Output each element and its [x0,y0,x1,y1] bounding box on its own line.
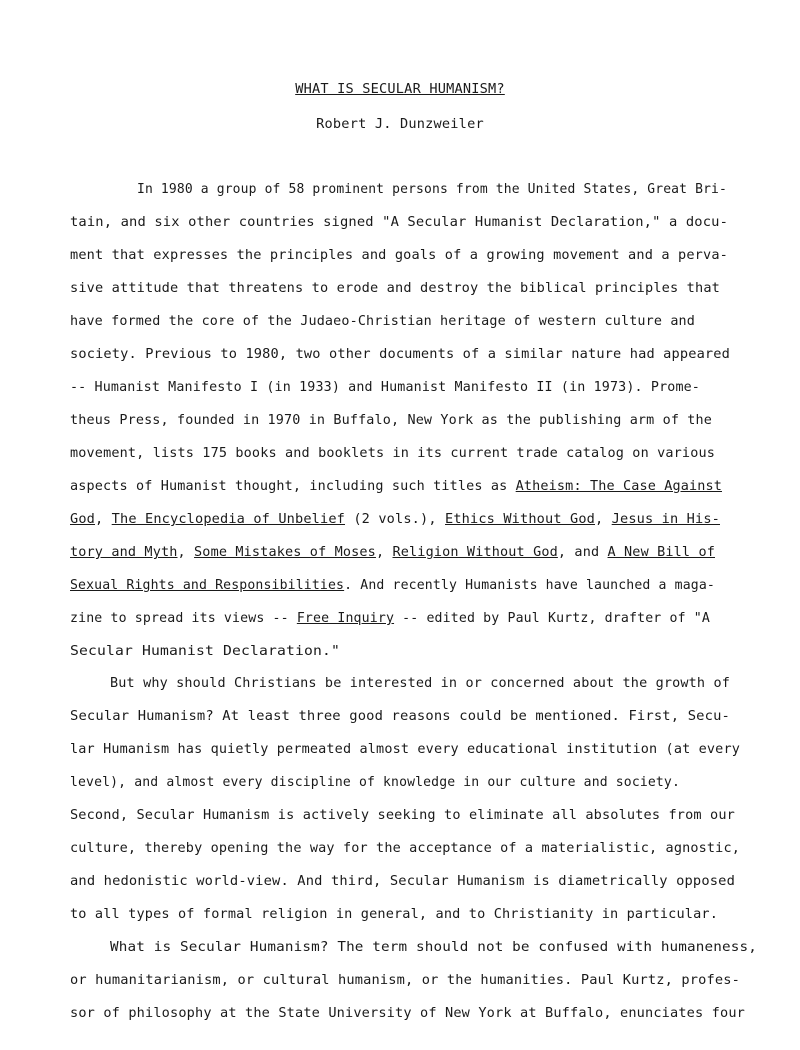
text-run: Secular Humanist Declaration." [70,643,340,659]
text-line [70,315,695,329]
text-run: -- edited by Paul Kurtz, drafter of "A [394,610,710,626]
underlined-title: tory and Myth [70,544,178,560]
text-line [70,348,730,362]
text-run: tain, and six other countries signed "A Secular Humanist Declaration," a docu- [70,214,728,230]
text-line [70,447,715,461]
text-line [70,216,728,230]
text-run: In 1980 a group of 58 prominent persons from the United States, Great Bri- [137,181,727,197]
text-run: , [95,511,112,527]
author-name: Robert J. Dunzweiler [316,116,484,132]
text-run: culture, thereby opening the way for the acceptance of a materialistic, agnostic, [70,840,740,856]
underlined-title: The Encyclopedia of Unbelief [111,511,346,527]
text-run: or humanitarianism, or cultural humanism, or the humanities. Paul Kurtz, profes- [70,972,740,988]
text-line [110,677,730,691]
text-run: and hedonistic world-view. And third, Secular Humanism is diametrically opposed [70,873,736,889]
text-line [70,579,715,593]
text-run: level), and almost every discipline of knowledge in our culture and society. [70,774,680,790]
underlined-title: Sexual Rights and Responsibilities [70,577,345,593]
text-line [70,1007,745,1021]
text-line [70,974,740,988]
text-run: sor of philosophy at the State University of New York at Buffalo, enunciates four [70,1005,745,1021]
underlined-title: Jesus in His- [611,511,720,527]
text-line [70,908,718,922]
text-line [70,710,730,724]
text-line [70,612,710,626]
text-run: , [177,544,195,560]
text-run: (2 vols.), [345,511,446,527]
text-run: , and [557,544,608,560]
text-line [70,743,740,757]
document-title: WHAT IS SECULAR HUMANISM? [295,81,505,97]
text-run: , [595,511,612,527]
text-run: society. Previous to 1980, two other documents of a similar nature had appeared [70,346,730,362]
text-run: ment that expresses the principles and goals of a growing movement and a perva- [70,247,728,263]
text-line [137,183,727,197]
text-run: Second, Secular Humanism is actively seeking to eliminate all absolutes from our [70,807,735,823]
underlined-title: Free Inquiry [296,610,395,626]
underlined-title: God [70,511,96,527]
text-run: . And recently Humanists have launched a maga- [344,577,715,593]
text-line [70,809,735,823]
underlined-title: Ethics Without God [445,511,596,527]
text-line [70,776,680,790]
underlined-title: A New Bill of [607,544,715,560]
text-run: -- Humanist Manifesto I (in 1933) and Humanist Manifesto II (in 1973). Prome- [70,379,700,395]
text-line [70,875,735,889]
underlined-title: Some Mistakes of Moses [194,544,376,560]
text-run: aspects of Humanist thought, including such titles as [70,478,516,494]
text-run: to all types of formal religion in general, and to Christianity in particular. [70,906,718,922]
text-run: lar Humanism has quietly permeated almost every educational institution (at every [70,741,740,757]
text-line [70,645,340,659]
text-line [70,842,740,856]
text-line [70,480,722,494]
text-line [70,249,728,263]
text-run: Secular Humanism? At least three good reasons could be mentioned. First, Secu- [70,708,731,724]
text-run: have formed the core of the Judaeo-Christian heritage of western culture and [70,313,695,329]
text-line [70,546,715,560]
text-run: But why should Christians be interested in or concerned about the growth of [110,675,730,691]
text-run: , [375,544,393,560]
text-line [70,381,700,395]
text-line [110,941,757,955]
text-line [70,414,712,428]
underlined-title: Atheism: The Case Against [515,478,722,494]
text-line [70,282,720,296]
text-run: What is Secular Humanism? The term should not be confused with humaneness, [110,939,758,955]
text-run: theus Press, founded in 1970 in Buffalo, New York as the publishing arm of the [70,412,712,428]
text-line [70,513,720,527]
text-run: sive attitude that threatens to erode and destroy the biblical principles that [70,280,720,296]
text-run: zine to spread its views -- [70,610,297,626]
underlined-title: Religion Without God [392,544,558,560]
text-run: movement, lists 175 books and booklets in its current trade catalog on various [70,445,715,461]
